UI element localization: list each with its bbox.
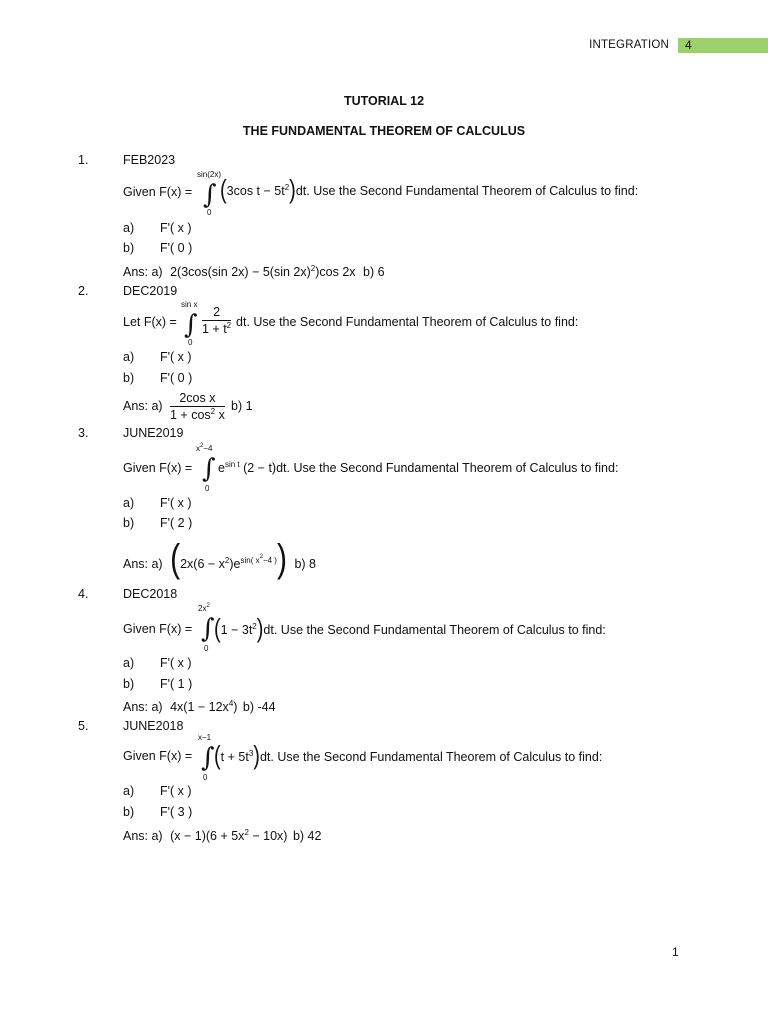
- answer-label: Ans: a): [123, 700, 163, 714]
- question-number: 1.: [78, 153, 89, 167]
- part-label: b): [123, 805, 135, 819]
- fraction-numerator: 2: [202, 305, 231, 321]
- answer-label: Ans: a): [123, 557, 163, 571]
- answer-b: b) 1: [231, 399, 253, 413]
- function-name: F(x) =: [159, 461, 193, 475]
- answer-label: Ans: a): [123, 829, 163, 843]
- question-statement: [123, 315, 177, 329]
- statement-lead: Given: [123, 461, 156, 475]
- integral-sign: $2x^2$ ∫ 0: [198, 603, 215, 653]
- instruction: . Use the Second Fundamental Theorem of Calculus to find:: [273, 623, 606, 637]
- function-name: F(x) =: [159, 749, 193, 763]
- tutorial-title: TUTORIAL 12: [343, 94, 425, 108]
- exam-session: DEC2018: [123, 587, 178, 601]
- part-label: a): [123, 221, 135, 235]
- header-chapter-bar: [678, 38, 768, 53]
- exponent: sin( x2−4 ): [240, 554, 277, 565]
- integrand: $(1 - 3t^2)dt$. Use the Second Fundamental Theorem of Calculus to find:: [214, 614, 606, 644]
- part-label: a): [123, 784, 135, 798]
- statement-lead: Given: [123, 622, 156, 636]
- integrand-tail: dt. Use the Second Fundamental Theorem of Calculus to find:: [236, 315, 579, 329]
- instruction: . Use the Second Fundamental Theorem of Calculus to find:: [286, 461, 619, 475]
- part-label: a): [123, 656, 135, 670]
- integrand: $e^{sin t}$ (2 − t)dt. Use the Second Fundamental Theorem of Calculus to find:: [218, 460, 619, 475]
- answer: [123, 829, 321, 843]
- part-label: b): [123, 371, 135, 385]
- answer: [123, 537, 316, 581]
- function-name: F(x) =: [159, 622, 193, 636]
- integral-sign: $x^2-4$ ∫ 0: [196, 443, 216, 493]
- part-label: a): [123, 496, 135, 510]
- question-statement: [123, 185, 192, 199]
- part-expression: F'( 2 ): [160, 516, 193, 530]
- part-expression: F'( 3 ): [160, 805, 193, 819]
- part-expression: F'( x ): [160, 496, 192, 510]
- part-expression: F'( 0 ): [160, 371, 193, 385]
- header-chapter-number: 4: [685, 38, 692, 52]
- answer-b: b) 42: [292, 829, 322, 843]
- question-number: 2.: [78, 284, 89, 298]
- integrand: $(t + 5t^3)dt$. Use the Second Fundamental Theorem of Calculus to find:: [214, 741, 603, 771]
- integrand: (3cos $t - 5t^2)dt$. Use the Second Fundamental Theorem of Calculus to find:: [220, 175, 639, 205]
- answer-b: b) 8: [294, 557, 316, 571]
- answer: [123, 265, 385, 279]
- part-label: b): [123, 241, 135, 255]
- question-statement: [123, 461, 192, 475]
- statement-lead: Given: [123, 185, 156, 199]
- lower-limit: 0: [207, 208, 212, 217]
- fraction-denominator: $1 + t^2$: [202, 321, 232, 336]
- answer-a: 2(3cos(sin 2x) − 5(sin 2x)$^2$)cos 2x: [170, 264, 356, 279]
- answer-a: $4x(1 - 12x^4)$: [170, 699, 238, 714]
- instruction: . Use the Second Fundamental Theorem of Calculus to find:: [306, 184, 639, 198]
- lower-limit: 0: [188, 338, 193, 347]
- integral-sign: sin x ∫ 0: [181, 300, 198, 347]
- integral-sign: x−1 ∫ 0: [198, 733, 215, 782]
- lower-limit: 0: [205, 484, 210, 493]
- lower-limit: 0: [203, 773, 208, 782]
- question-statement: [123, 749, 192, 763]
- tutorial-subtitle: THE FUNDAMENTAL THEOREM OF CALCULUS: [242, 124, 526, 138]
- part-label: b): [123, 516, 135, 530]
- exam-session: FEB2023: [123, 153, 176, 167]
- part-expression: F'( x ): [160, 221, 192, 235]
- fraction-denominator: $1 + \cos^2 x$: [170, 407, 225, 422]
- page-number: 1: [672, 945, 679, 959]
- answer: [123, 700, 276, 714]
- answer-b: b) 6: [363, 265, 385, 279]
- question-number: 4.: [78, 587, 89, 601]
- answer-a: $(2x(6 - x^2)e^{sin( x^2-4 )})$: [170, 537, 287, 581]
- question-number: 3.: [78, 426, 89, 440]
- exam-session: DEC2019: [123, 284, 178, 298]
- part-expression: F'( x ): [160, 350, 192, 364]
- answer-a: [170, 391, 225, 422]
- integrand-fraction: [202, 305, 231, 336]
- part-expression: F'( 1 ): [160, 677, 193, 691]
- instruction: . Use the Second Fundamental Theorem of Calculus to find:: [270, 750, 603, 764]
- upper-limit: x−1: [198, 733, 212, 742]
- instruction: . Use the Second Fundamental Theorem of Calculus to find:: [246, 315, 579, 329]
- question-statement: [123, 622, 192, 636]
- exam-session: JUNE2019: [123, 426, 184, 440]
- upper-limit: sin x: [181, 300, 198, 309]
- upper-limit: $2x^2$: [198, 603, 210, 613]
- part-expression: F'( 0 ): [160, 241, 193, 255]
- statement-lead: Let: [123, 315, 141, 329]
- function-name: F(x) =: [159, 185, 193, 199]
- part-expression: F'( x ): [160, 784, 192, 798]
- header-section-label: INTEGRATION: [589, 39, 669, 51]
- answer-label: Ans: a): [123, 399, 163, 413]
- part-label: b): [123, 677, 135, 691]
- answer-b: b) -44: [242, 700, 276, 714]
- lower-limit: 0: [204, 644, 209, 653]
- integral-sign: sin(2x) ∫ 0: [197, 170, 222, 217]
- exam-session: JUNE2018: [123, 719, 184, 733]
- part-label: a): [123, 350, 135, 364]
- function-name: F(x) =: [143, 315, 177, 329]
- upper-limit: sin(2x): [197, 170, 222, 179]
- answer-a: $(x - 1)(6 + 5x^2 - 10x)$: [170, 828, 288, 843]
- question-number: 5.: [78, 719, 89, 733]
- statement-lead: Given: [123, 749, 156, 763]
- fraction-numerator: 2cos x: [170, 391, 225, 407]
- upper-limit: $x^2-4$: [196, 443, 213, 453]
- part-expression: F'( x ): [160, 656, 192, 670]
- answer-label: Ans: a): [123, 265, 163, 279]
